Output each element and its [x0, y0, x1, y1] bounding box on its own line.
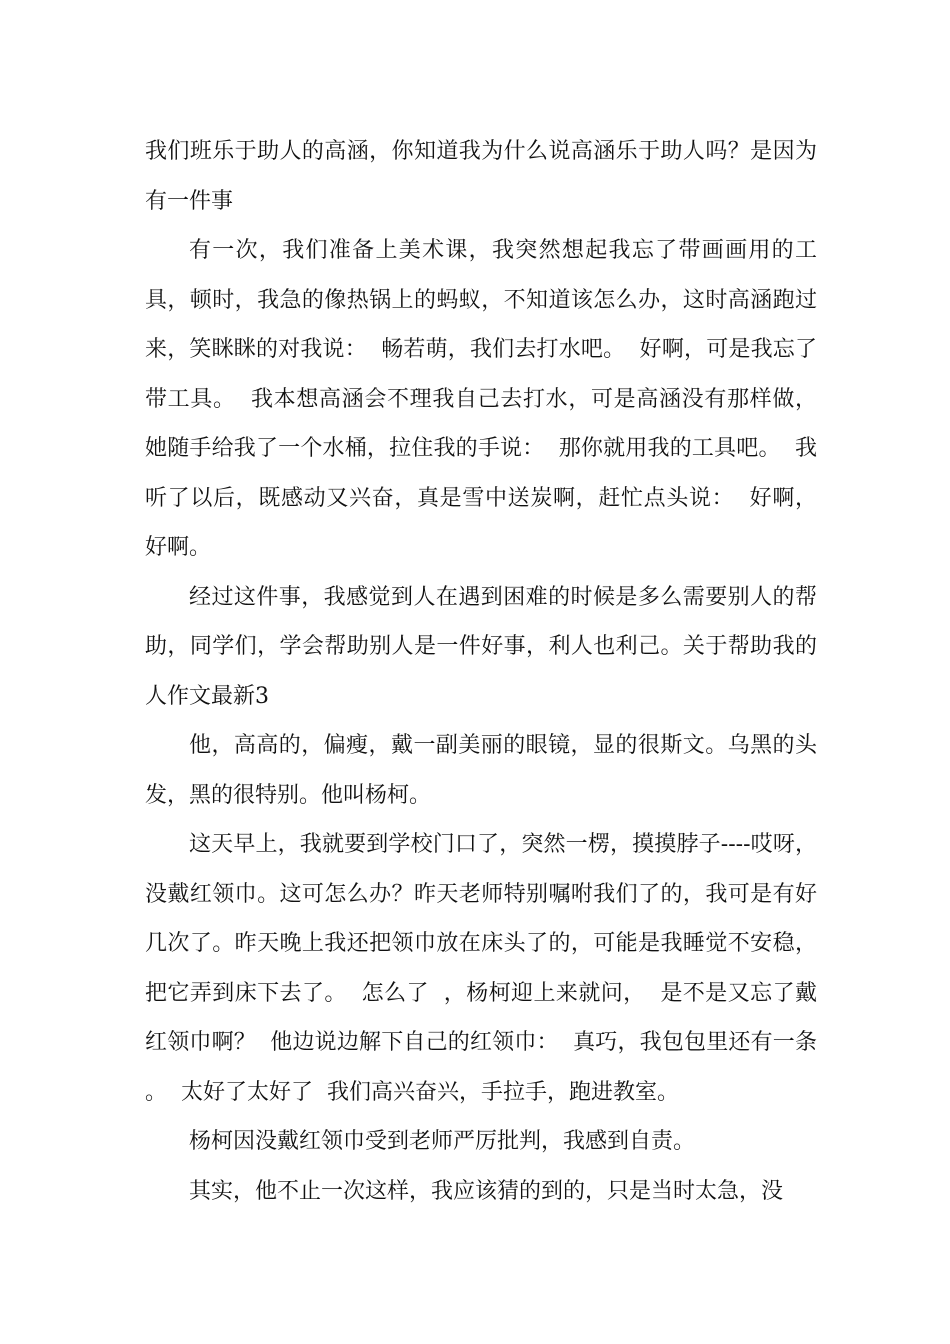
- paragraph-2: 有一次，我们准备上美术课，我突然想起我忘了带画画用的工具，顿时，我急的像热锅上的蚂蚁，不知道该怎么办，这时高涵跑过来，笑眯眯的对我说： 畅若萌，我们去打水吧。 好啊，可是我忘了带工具。 我本想高涵会不理我自己去打水，可是高涵没有那样做，她随手给我了一个水桶，拉住我的手说： 那你就用我的工具吧。 我听了以后，既感动又兴奋，真是雪中送炭啊，赶忙点头说： 好啊，好啊。: [145, 238, 817, 560]
- paragraph-1: 我们班乐于助人的高涵，你知道我为什么说高涵乐于助人吗？是因为有一件事: [145, 139, 817, 214]
- paragraph-6: 杨柯因没戴红领巾受到老师严厉批判，我感到自责。: [189, 1129, 696, 1154]
- paragraph-7: 其实，他不止一次这样，我应该猜的到的，只是当时太急，没: [189, 1178, 784, 1204]
- paragraph-3: 经过这件事，我感觉到人在遇到困难的时候是多么需要别人的帮助，同学们，学会帮助别人是一件好事，利人也利己。关于帮助我的人作文最新3: [145, 584, 817, 709]
- paragraph-4: 他，高高的，偏瘦，戴一副美丽的眼镜，显的很斯文。乌黑的头发，黑的很特别。他叫杨柯。: [145, 733, 817, 808]
- paragraph-5: 这天早上，我就要到学校门口了，突然一楞，摸摸脖子----哎呀，没戴红领巾。这可怎么办？昨天老师特别嘱咐我们了的，我可是有好几次了。昨天晚上我还把领巾放在床头了的，可能是我睡觉不安稳，把它弄到床下去了。 怎么了 ，杨柯迎上来就问， 是不是又忘了戴红领巾啊？ 他边说边解下自己的红领巾： 真巧，我包包里还有一条 。 太好了太好了 我们高兴奋兴，手拉手，跑进教室。: [145, 832, 831, 1105]
- document-body: [145, 127, 831, 1216]
